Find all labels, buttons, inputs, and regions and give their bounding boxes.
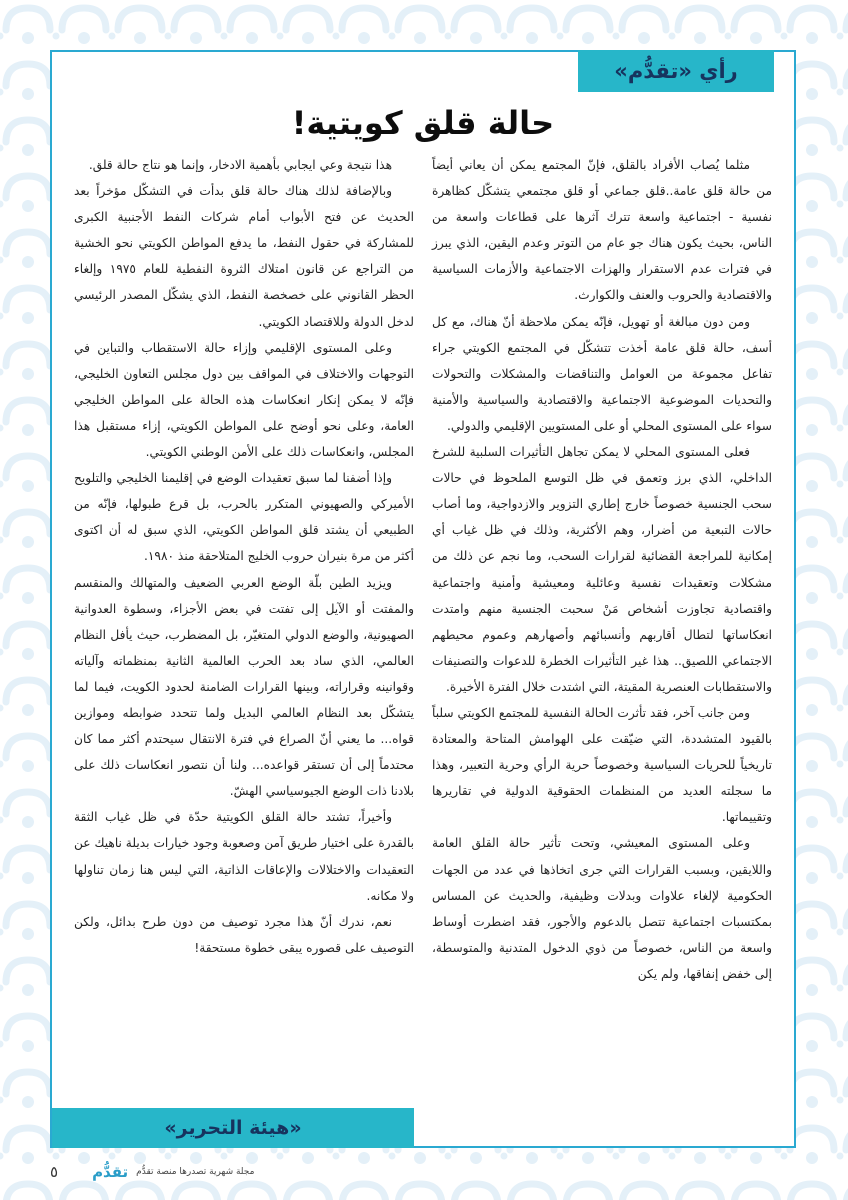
- paragraph: مثلما يُصاب الأفراد بالقلق، فإنّ المجتمع يمكن أن يعاني أيضاً من حالة قلق عامة..قلق جماعي أو قلق مجتمعي يتشكّل كظاهرة نفسية - اجتماعية واسعة تترك آثرها على قطاعات واسعة من الناس، بحيث يكون هناك جو عام من التوتر وعدم اليقين، الذي يبرز في فترات عدم الاستقرار والهزات الاجتماعية والأزمات السياسية والاقتصادية والحروب والعنف والكوارث.: [432, 158, 772, 303]
- article-frame: [50, 50, 796, 1148]
- brand-tagline: مجلة شهرية تصدرها منصة تقدُّم: [136, 1167, 255, 1177]
- paragraph: فعلى المستوى المحلي لا يمكن تجاهل التأثيرات السلبية للشرخ الداخلي، الذي برز وتعمق في ظل التوسع الملحوظ في حالات سحب الجنسية خصوصاً خارج إطاري التزوير والازدواجية، وما أصاب حالات التبعية من أضرار، وهم الأكثرية، وذلك في ظل غياب أي إمكانية للمراجعة القضائية لقرارات السحب، وما نجم عن ذلك من مشكلات وتعقيدات نفسية وعائلية ومعيشية وأمنية واجتماعية واقتصادية تجاوزت أشخاص مَنْ سحبت الجنسية منهم وامتدت انعكاساتها لتطال أقاربهم وأنسبائهم وأصهارهم وعموم محيطهم الاجتماعي اللصيق.. هذا غير التأثيرات الخطرة للدعوات والتصنيفات والاستقطابات العنصرية المقيتة، التي اشتدت خلال الفترة الأخيرة.: [432, 445, 772, 694]
- signature-box: [52, 1108, 414, 1148]
- signature-text: «هيئة التحرير»: [164, 1117, 302, 1139]
- brand-logo: تقدُّم: [92, 1163, 129, 1181]
- paragraph: وعلى المستوى المعيشي، وتحت تأثير حالة القلق العامة واللايقين، وبسبب القرارات التي جرى اتخاذها في عدد من الجهات الحكومية لإلغاء علاوات وبدلات وظيفية، والحديث عن المساس بمكتسبات اجتماعية تتصل بالدعوم والأجور، فقد اضطرت أوساط واسعة من الناس، خصوصاً من ذوي الدخول المتدنية والمتوسطة، إلى خفض إنفاقها، ولم يكن: [432, 836, 772, 981]
- paragraph: ومن دون مبالغة أو تهويل، فإنّه يمكن ملاحظة أنّ هناك، مع كل أسف، حالة قلق عامة أخذت تتشكّل في المجتمع الكويتي جراء تفاعل مجموعة من العوامل والتناقضات والمشكلات والتحولات والتحديات الموضوعية الاجتماعية والاقتصادية والسياسية والأمنية سواء على المستوى المحلي أو على المستويين الإقليمي والدولي.: [432, 314, 772, 433]
- paragraph: ويزيد الطين بلّة الوضع العربي الضعيف والمتهالك والمنقسم والمفتت أو الآيل إلى تفتت في بعض الأجزاء، وسطوة العدوانية الصهيونية، والوضع الدولي المتغيّر، بل المضطرب، حيث يأفل النظام العالمي، الذي ساد بعد الحرب العالمية الثانية بمنظماته وآلياته وقوانينه وقراراته، وبينها القرارات الضامنة لحدود الكويت، فيما لما يتشكّل بعد النظام العالمي البديل ولما تتحدد ضوابطه وموازين قواه... ما يعني أنّ الصراع في فترة الانتقال سيحتدم أكثر مما كان محتدماً إلى أن تستقر قواعده... ولنا أن نتصور انعكاسات ذلك على بلادنا ذات الوضع الجيوسياسي الهشّ.: [74, 575, 414, 799]
- article-headline: حالة قلق كويتية!: [291, 104, 555, 142]
- paragraph: وأخيراً، تشتد حالة القلق الكويتية حدّة في ظل غياب الثقة بالقدرة على اختيار طريق آمن وصعوبة وجود خيارات بديلة ناهيك عن التعقيدات والاختلالات والإعاقات الذاتية، التي ليس هنا زمان تناولها ولا مكانه.: [74, 810, 414, 903]
- paragraph: نعم، ندرك أنّ هذا مجرد توصيف من دون طرح بدائل، ولكن التوصيف على قصوره يبقى خطوة مستحقة!: [74, 914, 414, 955]
- section-label: [578, 50, 774, 92]
- paragraph: وإذا أضفنا لما سبق تعقيدات الوضع في إقليمنا الخليجي والتلويح الأميركي والصهيوني المتكرر بالحرب، بل قرع طبولها، فإنّه من الطبيعي أن يشتد قلق المواطن الكويتي، الذي سبق له أن اكتوى أكثر من مرة بنيران حروب الخليج المتلاحقة منذ ١٩٨٠.: [74, 471, 414, 564]
- article-column-right: [432, 152, 772, 987]
- paragraph: هذا نتيجة وعي ايجابي بأهمية الادخار، وإنما هو نتاج حالة قلق.: [88, 158, 392, 172]
- page-footer: [50, 1158, 254, 1186]
- article-column-left: [74, 152, 414, 961]
- section-label-text: رأي «تقدُّم»: [614, 59, 738, 83]
- paragraph: وبالإضافة لذلك هناك حالة قلق بدأت في التشكّل مؤخراً بعد الحديث عن فتح الأبواب أمام شركات النفط الأجنبية الكبرى للمشاركة في حقول النفط، ما يدفع المواطن الكويتي نحو الخشية من التراجع عن قانون امتلاك الثروة النفطية للعام ١٩٧٥ وإلغاء الحظر القانوني على خصخصة النفط، الذي يشكّل المصدر الرئيسي لدخل الدولة وللاقتصاد الكويتي.: [74, 184, 414, 329]
- paragraph: ومن جانب آخر، فقد تأثرت الحالة النفسية للمجتمع الكويتي سلباً بالقيود المتشددة، التي ضيّقت على الهوامش المتاحة والمعتادة تاريخياً للحريات السياسية وخصوصاً حرية الرأي وحرية التعبير، وهذا ما سجلته العديد من المنظمات الحقوقية الدولية في تقاريرها وتقييماتها.: [432, 705, 772, 825]
- paragraph: وعلى المستوى الإقليمي وإزاء حالة الاستقطاب والتباين في التوجهات والاختلاف في المواقف بين دول مجلس التعاون الخليجي، فإنّه لا يمكن إنكار انعكاسات هذه الحالة على المواطن الخليجي العامة، وعلى نحو أوضح على المواطن الكويتي، إزاء مستقبل هذا المجلس، وانعكاسات ذلك على الأمن الوطني الكويتي.: [74, 340, 414, 460]
- page-number: ٥: [50, 1163, 59, 1181]
